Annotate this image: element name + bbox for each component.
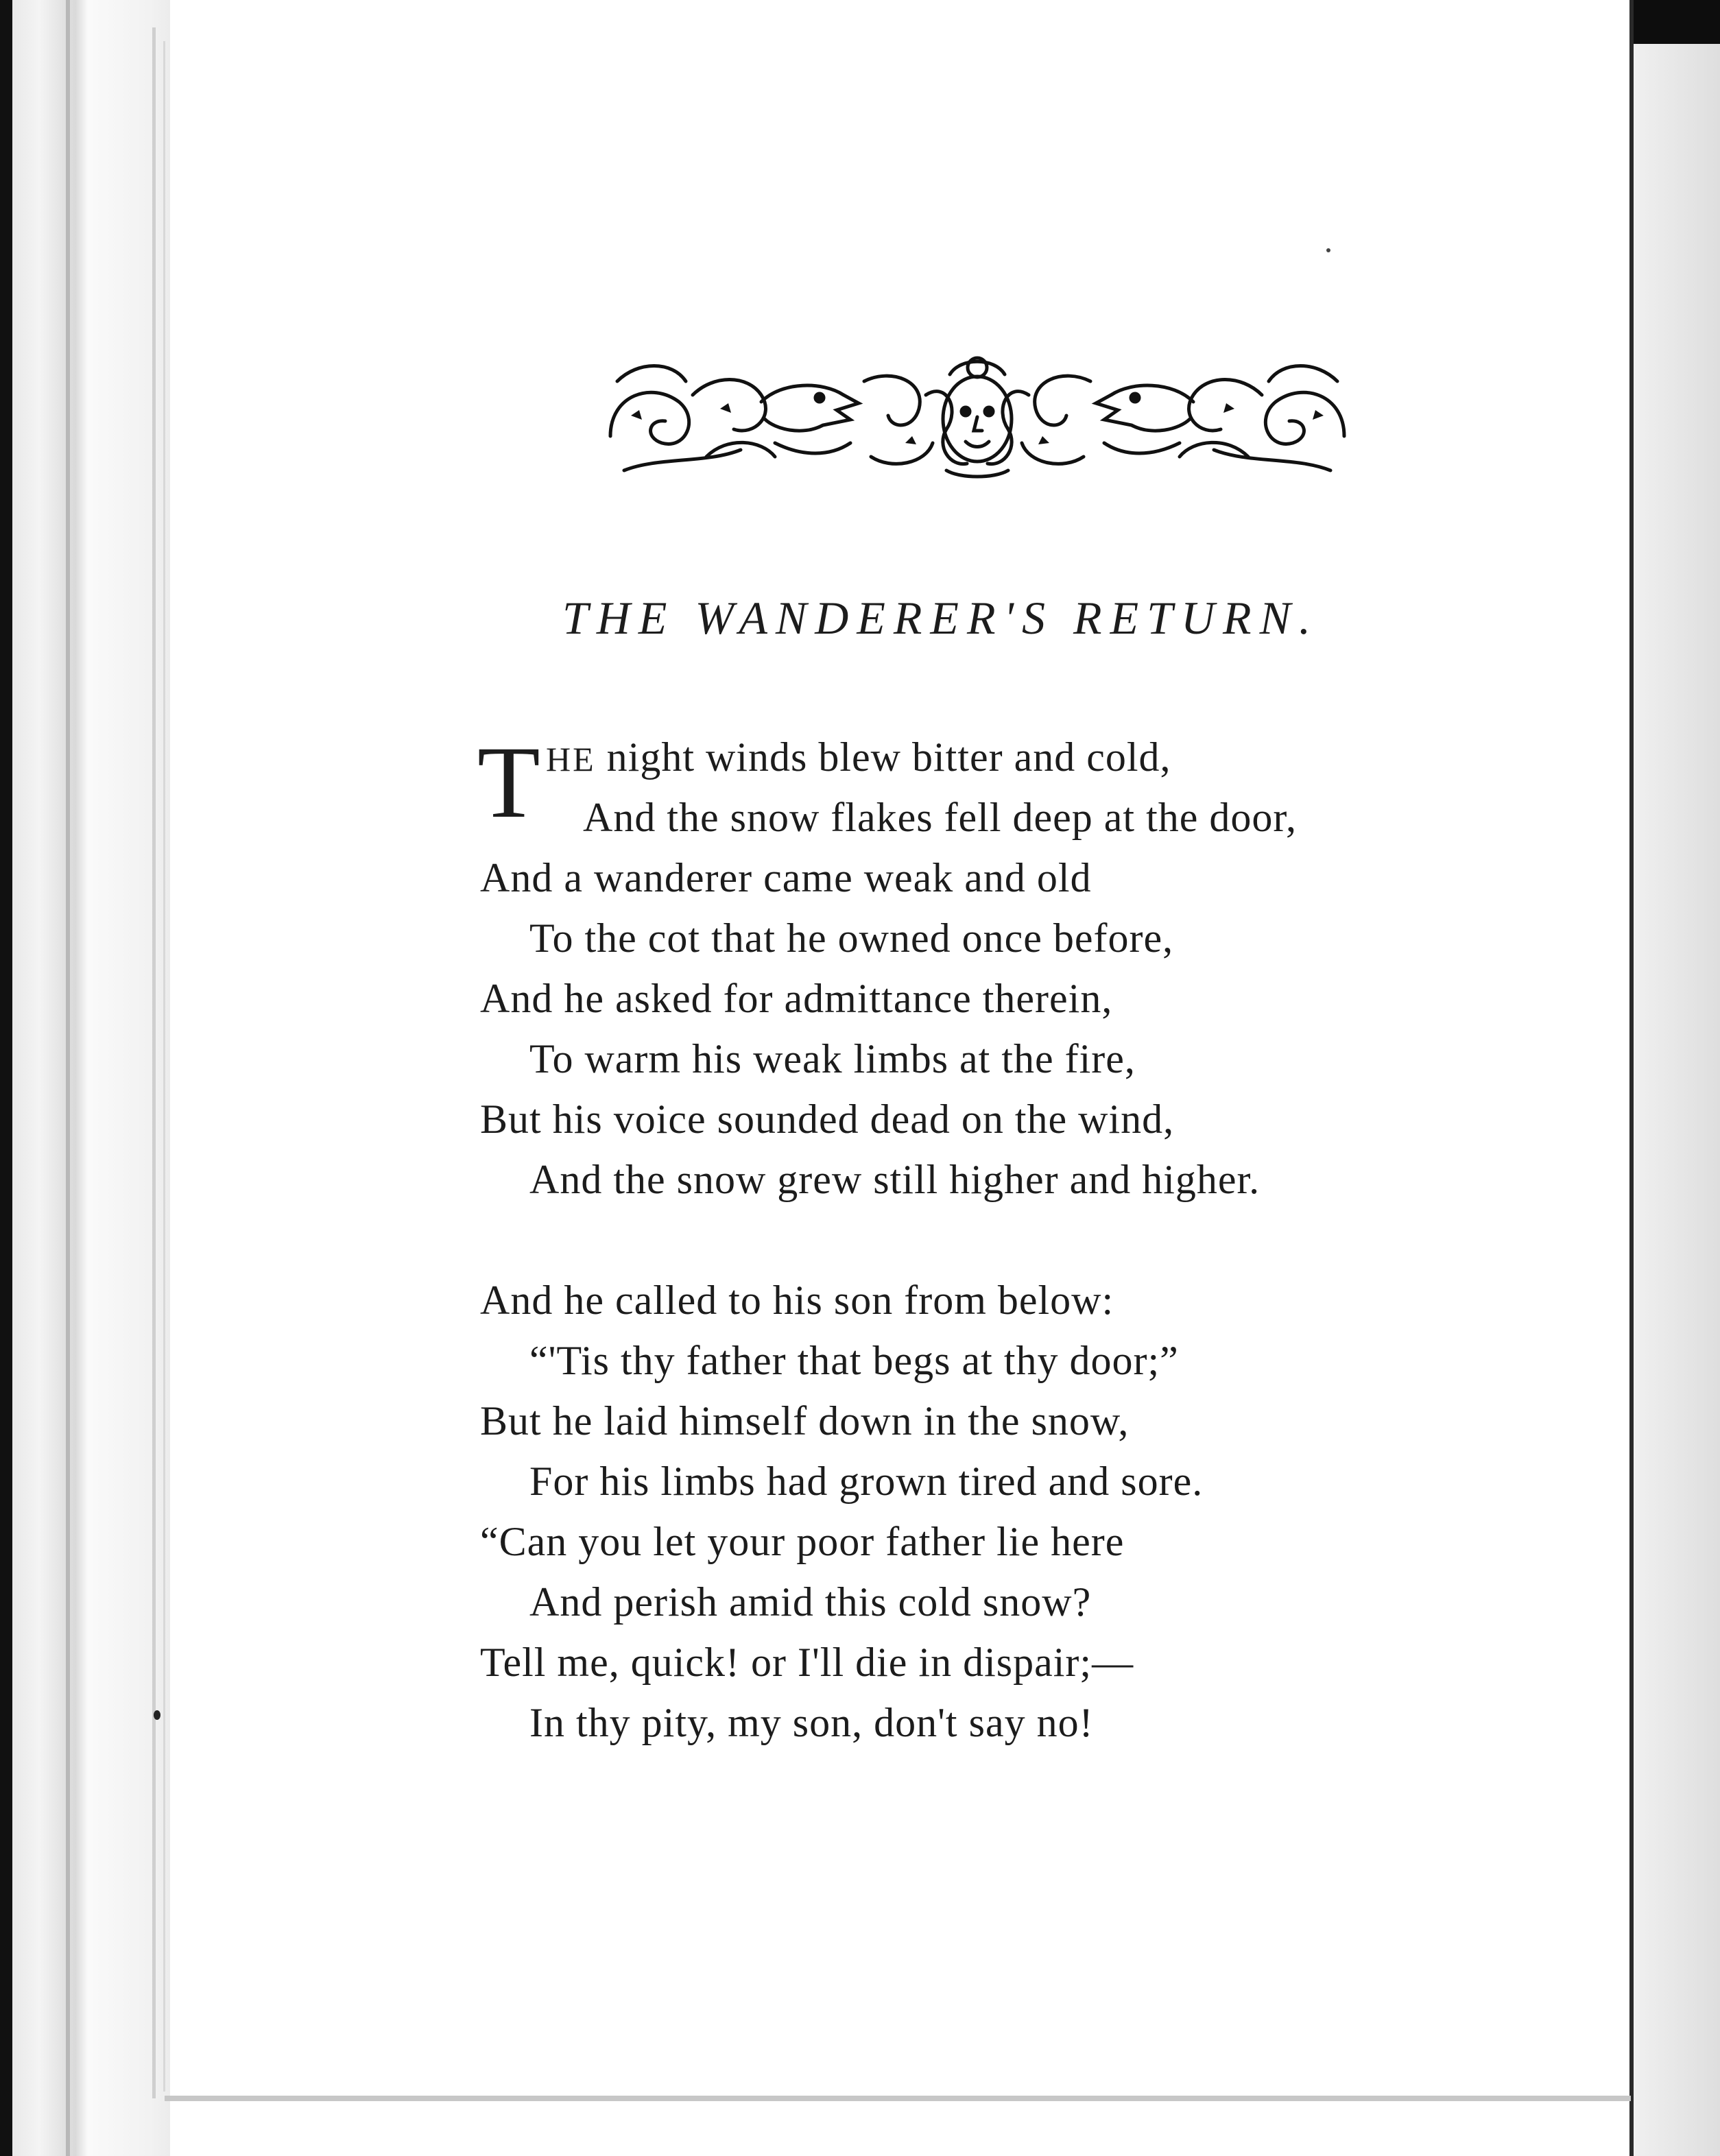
- poem-line: To the cot that he owned once before,: [529, 915, 1174, 961]
- poem-line: And perish amid this cold snow?: [529, 1579, 1092, 1625]
- scan-left-edge: [0, 0, 12, 2156]
- poem-line: But his voice sounded dead on the wind,: [480, 1097, 1175, 1142]
- poem-line: For his limbs had grown tired and sore.: [529, 1459, 1204, 1504]
- drop-capital: T: [477, 726, 541, 839]
- page-bottom-edge: [165, 2096, 1631, 2101]
- stanza-1: [477, 726, 1454, 1210]
- poem-line: And he asked for admittance therein,: [480, 976, 1113, 1021]
- poem-line: Tell me, quick! or I'll die in dispair;—: [480, 1640, 1134, 1685]
- gutter-rule: [163, 41, 165, 2092]
- first-line-text: night winds blew bitter and cold,: [595, 734, 1171, 780]
- stanza-2: [480, 1270, 1454, 1753]
- book-binding-gutter: [12, 0, 170, 2156]
- margin-speck: [1326, 248, 1330, 252]
- poem-line: And the snow flakes fell deep at the door,: [583, 795, 1297, 840]
- poem-line: “Can you let your poor father lie here: [480, 1519, 1125, 1564]
- poem-line: To warm his weak limbs at the fire,: [529, 1036, 1136, 1081]
- poem-line: In thy pity, my son, don't say no!: [529, 1700, 1094, 1745]
- poem-line: And a wanderer came weak and old: [480, 855, 1092, 900]
- poem-line: But he laid himself down in the snow,: [480, 1398, 1130, 1444]
- poem-line: And the snow grew still higher and higher.: [529, 1157, 1261, 1202]
- gutter-rule: [152, 27, 156, 2098]
- poem-line: And he called to his son from below:: [480, 1278, 1114, 1323]
- first-line-small-caps: HE: [546, 740, 596, 778]
- poem-line: “'Tis thy father that begs at thy door;”: [529, 1338, 1179, 1383]
- page-right-edge-rule: [1629, 0, 1634, 2156]
- foliate-headpiece-ornament-icon: [604, 354, 1351, 481]
- margin-speck: [154, 1710, 160, 1720]
- scan-right-edge: [1632, 44, 1720, 2156]
- gutter-rule: [66, 0, 70, 2156]
- poem-body: [477, 726, 1454, 1813]
- scan-right-corner: [1631, 0, 1720, 44]
- poem-title: THE WANDERER'S RETURN.: [562, 592, 1319, 644]
